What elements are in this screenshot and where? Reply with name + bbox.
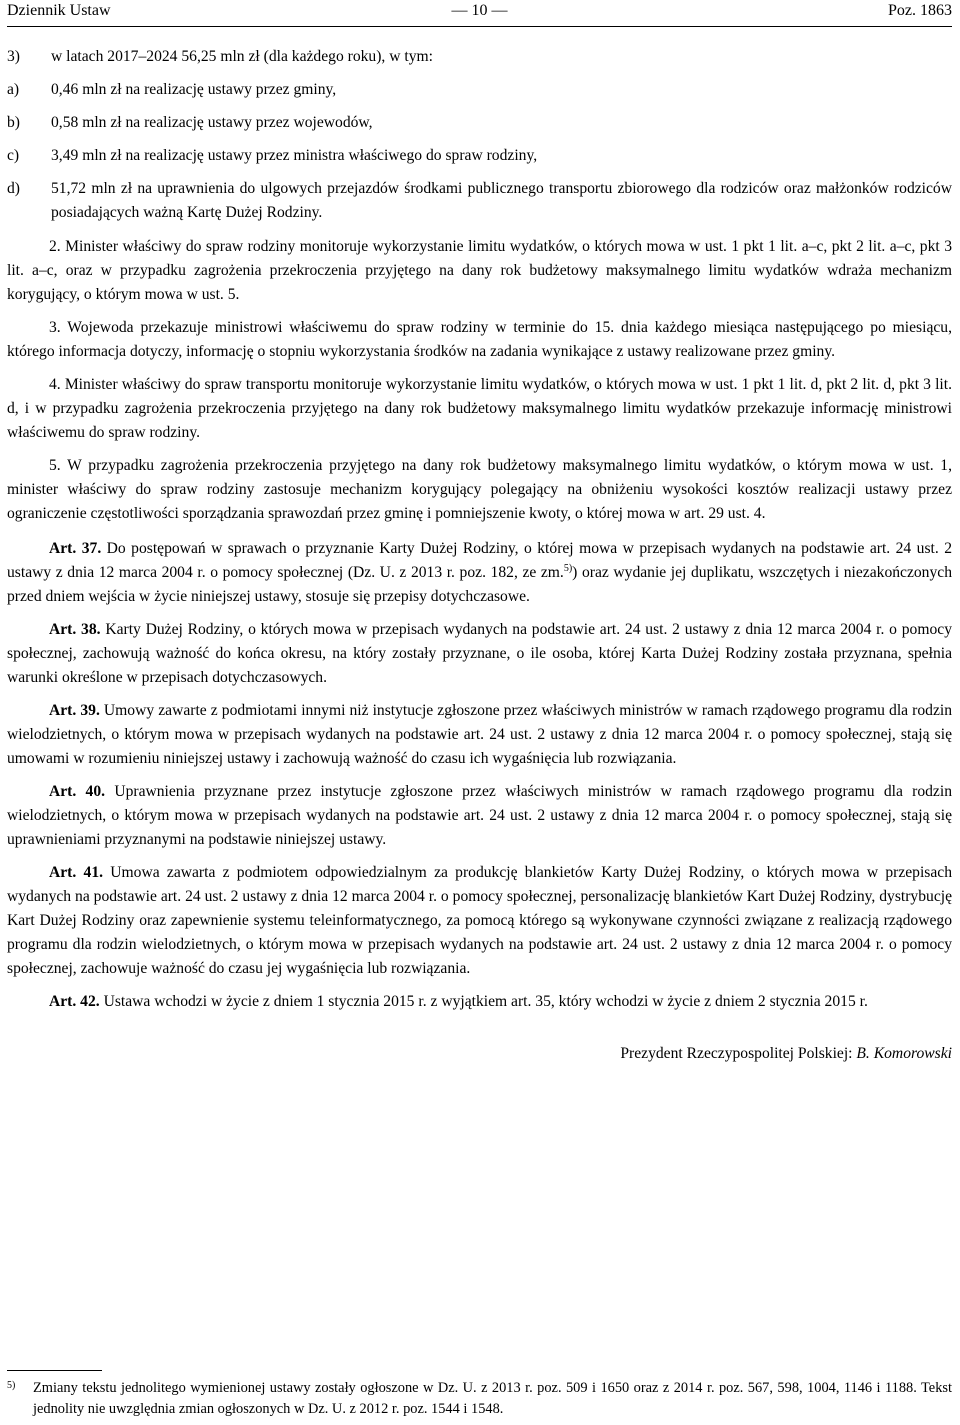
page-header — [7, 0, 952, 27]
article-41 — [7, 861, 952, 981]
sub-item-text: 3,49 mln zł na realizację ustawy przez ministra właściwego do spraw rodziny, — [51, 147, 538, 164]
footnote-text: Zmiany tekstu jednolitego wymienionej ustawy zostały ogłoszone w Dz. U. z 2013 r. poz. 509 i 1650 oraz z 2014 r. poz. 567, 598, 1004, 1146 i 1188. Tekst jednolity nie uwzględnia zmian ogłoszonych w Dz. U. z 2012 r. poz. 1544 i 1548. — [33, 1380, 952, 1417]
sub-item-text: 0,46 mln zł na realizację ustawy przez gminy, — [51, 81, 337, 98]
item-3-block — [7, 45, 952, 225]
item-3 — [7, 45, 952, 69]
signature-title: Prezydent Rzeczypospolitej Polskiej: — [620, 1045, 857, 1062]
sub-item-a — [7, 78, 952, 102]
article-38 — [7, 618, 952, 690]
signature-name: B. Komorowski — [856, 1045, 952, 1062]
item-label: 3) — [7, 48, 20, 65]
article-text-continued: ) oraz wydanie jej duplikatu, wszczętych i niezakończonych przed dniem wejścia w życie niniejszej ustawy, stosuje się przepisy dotychczasowe. — [7, 564, 952, 605]
article-text: Uprawnienia przyznane przez instytucje zgłoszone przez właściwych ministrów w ramach rządowego programu dla rodzin wielodzietnych, o którym mowa w przepisach wydanych na podstawie art. 24 ust. 2 ustawy z dnia 12 marca 2004 r. o pomocy społecznej, stają się uprawnieniami przyznanymi na podstawie niniejszej ustawy. — [7, 783, 952, 848]
signature — [7, 1042, 952, 1066]
article-text: Umowy zawarte z podmiotami innymi niż instytucje zgłoszone przez właściwych ministrów w ramach rządowego programu dla rodzin wielodzietnych, o którym mowa w przepisach wydanych na podstawie art. 24 ust. 2 ustawy z dnia 12 marca 2004 r. o pomocy społecznej, stają się umowami w rozumieniu niniejszej ustawy i zachowują ważność do czasu ich wygaśnięcia lub rozwiązania. — [7, 702, 952, 767]
position-number: Poz. 1863 — [888, 2, 952, 19]
article-42 — [7, 990, 952, 1014]
sub-item-label: b) — [7, 114, 20, 131]
paragraph-4: 4. Minister właściwy do spraw transportu monitoruje wykorzystanie limitu wydatków, o których mowa w ust. 1 pkt 1 lit. d, pkt 2 lit. d, pkt 3 lit. d, i w przypadku zagrożenia przekroczenia przyjętego na dany rok budżetowy maksymalnego limitu wydatków przekazuje informację ministrowi właściwemu do spraw rodziny. — [7, 376, 952, 441]
journal-title: Dziennik Ustaw — [7, 2, 111, 19]
article-label: Art. 40. — [49, 783, 106, 800]
footnote-marker: 5) — [7, 1380, 16, 1391]
sub-item-label: d) — [7, 180, 20, 197]
footnote-reference: 5) — [563, 562, 573, 574]
sub-item-text: 0,58 mln zł na realizację ustawy przez wojewodów, — [51, 114, 373, 131]
paragraph-3: 3. Wojewoda przekazuje ministrowi właściwemu do spraw rodziny w terminie do 15. dnia każdego miesiąca następującego po miesiącu, którego informacja dotyczy, informację o stopniu wykorzystania środków na zadania wynikające z ustawy realizowane przez gminy. — [7, 319, 952, 360]
paragraph-5: 5. W przypadku zagrożenia przekroczenia przyjętego na dany rok budżetowy maksymalnego limitu wydatków, o którym mowa w ust. 1, minister właściwy do spraw rodziny zastosuje mechanizm korygujący polegający na obniżeniu wysokości kosztów realizacji ustawy przez ograniczenie częstotliwości sporządzania sprawozdań przez gminę i pomniejszenie kwoty, o której mowa w art. 29 ust. 4. — [7, 457, 952, 522]
article-label: Art. 39. — [49, 702, 100, 719]
sub-item-d — [7, 177, 952, 225]
article-text: Karty Dużej Rodziny, o których mowa w przepisach wydanych na podstawie art. 24 ust. 2 ustawy z dnia 12 marca 2004 r. o pomocy społecznej, zachowują ważność do końca okresu, na który zostały przyznane, o ile osoba, której Karta Dużej Rodziny została przyznana, spełnia warunki określone w przepisach dotychczasowych. — [7, 621, 952, 686]
article-label: Art. 38. — [49, 621, 101, 638]
article-label: Art. 41. — [49, 864, 104, 881]
article-text: Ustawa wchodzi w życie z dniem 1 stycznia 2015 r. z wyjątkiem art. 35, który wchodzi w życie z dniem 2 stycznia 2015 r. — [99, 993, 868, 1010]
article-40 — [7, 780, 952, 852]
item-text: w latach 2017–2024 56,25 mln zł (dla każdego roku), w tym: — [51, 48, 433, 65]
footnote-divider — [7, 1370, 102, 1371]
sub-item-text: 51,72 mln zł na uprawnienia do ulgowych przejazdów środkami publicznego transportu zbiorowego dla rodziców oraz małżonków rodziców posiadających ważną Kartę Dużej Rodziny. — [51, 180, 952, 221]
sub-item-label: a) — [7, 81, 20, 98]
article-label: Art. 37. — [49, 540, 102, 557]
article-label: Art. 42. — [49, 993, 100, 1010]
article-text: Do postępowań w sprawach o przyznanie Karty Dużej Rodziny, o której mowa w przepisach wydanych na podstawie art. 24 ust. 2 ustawy z dnia 12 marca 2004 r. o pomocy społecznej (Dz. U. z 2013 r. poz. 182, ze zm. — [7, 540, 952, 581]
paragraph-2: 2. Minister właściwy do spraw rodziny monitoruje wykorzystanie limitu wydatków, o których mowa w ust. 1 pkt 1 lit. a–c, pkt 2 lit. a–c, pkt 3 lit. a–c, oraz w przypadku zagrożenia przekroczenia przyjętego na dany rok budżetowy maksymalnego limitu wydatków wdraża mechanizm korygujący, o którym mowa w ust. 5. — [7, 238, 952, 303]
sub-item-b — [7, 111, 952, 135]
sub-item-c — [7, 144, 952, 168]
sub-item-label: c) — [7, 147, 20, 164]
article-text: Umowa zawarta z podmiotem odpowiedzialnym za produkcję blankietów Karty Dużej Rodziny, o których mowa w przepisach wydanych na podstawie art. 24 ust. 2 ustawy z dnia 12 marca 2004 r. o pomocy społecznej, personalizację blankietów Kart Dużej Rodziny, dystrybucję Kart Dużej Rodziny oraz zapewnienie systemu teleinformatycznego, za pomocą którego są wykonywane czynności związane z realizacją rządowego programu dla rodzin wielodzietnych, o którym mowa w przepisach wydanych na podstawie art. 24 ust. 2 ustawy z dnia 12 marca 2004 r. o pomocy społecznej, zachowuje ważność do czasu jej wygaśnięcia lub rozwiązania. — [7, 864, 952, 977]
article-39 — [7, 699, 952, 771]
page-number: — 10 — — [451, 2, 508, 19]
article-37 — [7, 537, 952, 609]
footnote — [7, 1378, 952, 1420]
